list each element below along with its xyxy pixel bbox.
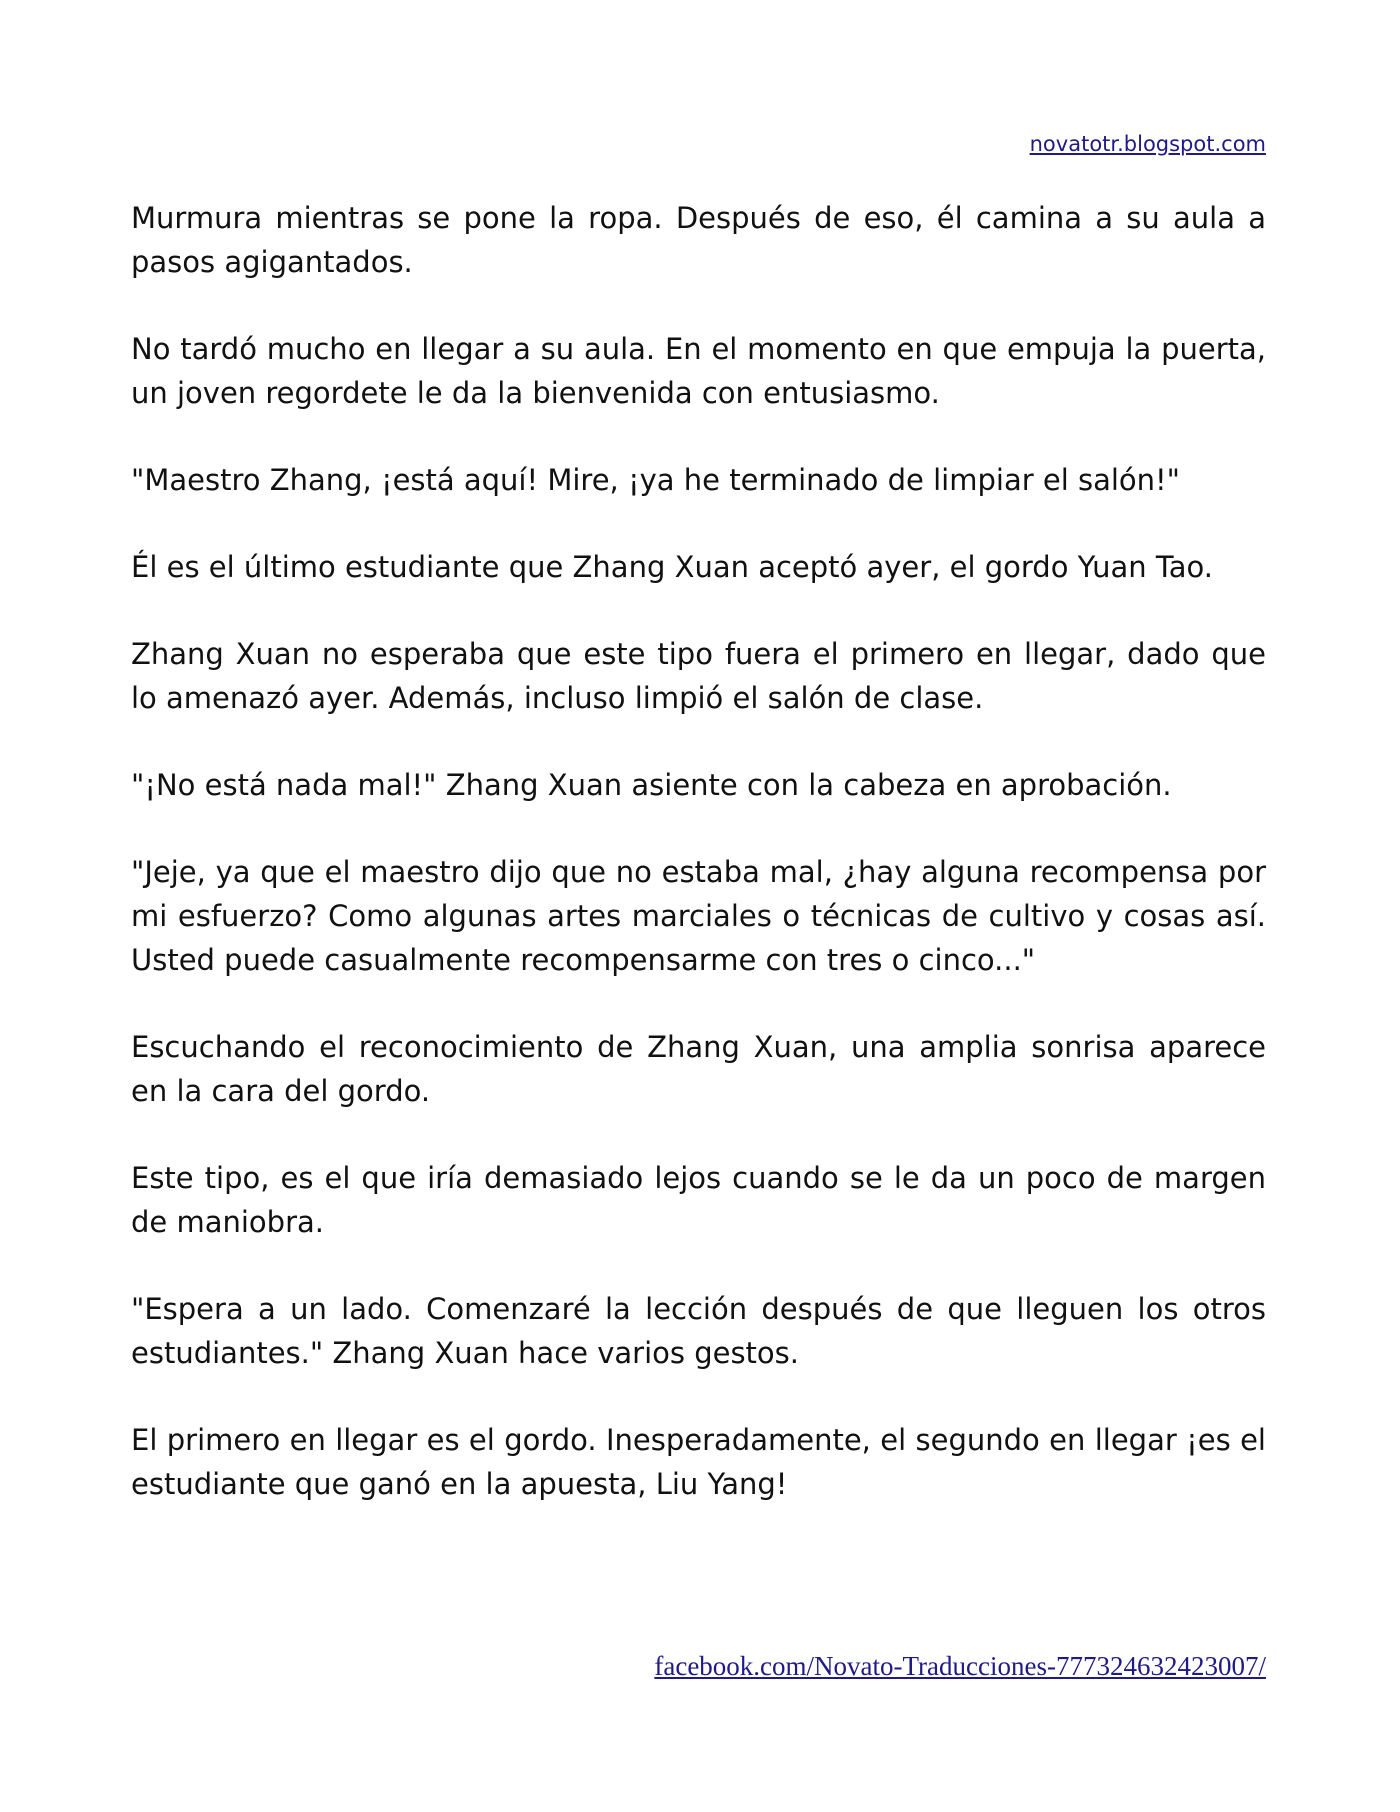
document-body bbox=[131, 196, 1266, 1549]
paragraph: Zhang Xuan no esperaba que este tipo fuera el primero en llegar, dado que lo amenazó ayer. Además, incluso limpió el salón de clase. bbox=[131, 637, 1266, 715]
paragraph: Este tipo, es el que iría demasiado lejos cuando se le da un poco de margen de maniobra. bbox=[131, 1161, 1266, 1239]
paragraph: Él es el último estudiante que Zhang Xuan aceptó ayer, el gordo Yuan Tao. bbox=[131, 550, 1213, 584]
paragraph: "¡No está nada mal!" Zhang Xuan asiente con la cabeza en aprobación. bbox=[131, 768, 1172, 802]
paragraph: Escuchando el reconocimiento de Zhang Xuan, una amplia sonrisa aparece en la cara del gordo. bbox=[131, 1030, 1266, 1108]
paragraph: "Jeje, ya que el maestro dijo que no estaba mal, ¿hay alguna recompensa por mi esfuerzo? Como algunas artes marciales o técnicas de cultivo y cosas así. Usted puede casualmente recompensarme con tres o cinco..." bbox=[131, 855, 1266, 977]
footer-facebook-link[interactable]: facebook.com/Novato-Traducciones-777324632423007/ bbox=[654, 1651, 1266, 1681]
header-blog-link[interactable]: novatotr.blogspot.com bbox=[1029, 132, 1266, 156]
paragraph: No tardó mucho en llegar a su aula. En el momento en que empuja la puerta, un joven regordete le da la bienvenida con entusiasmo. bbox=[131, 332, 1266, 410]
paragraph: Murmura mientras se pone la ropa. Después de eso, él camina a su aula a pasos agigantados. bbox=[131, 201, 1266, 279]
paragraph: El primero en llegar es el gordo. Inesperadamente, el segundo en llegar ¡es el estudiante que ganó en la apuesta, Liu Yang! bbox=[131, 1423, 1266, 1501]
paragraph: "Espera a un lado. Comenzaré la lección después de que lleguen los otros estudiantes." Zhang Xuan hace varios gestos. bbox=[131, 1292, 1266, 1370]
paragraph: "Maestro Zhang, ¡está aquí! Mire, ¡ya he terminado de limpiar el salón!" bbox=[131, 463, 1180, 497]
